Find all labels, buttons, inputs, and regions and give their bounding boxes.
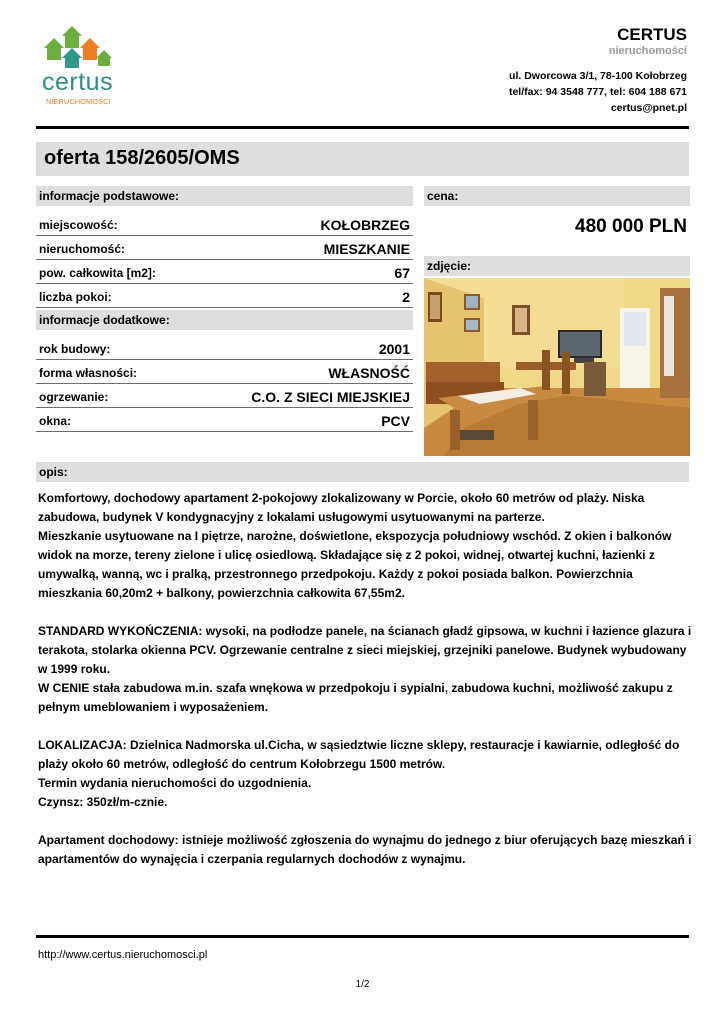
price-heading: cena: bbox=[427, 189, 459, 203]
phones: tel/fax: 94 3548 777, tel: 604 188 671 bbox=[508, 86, 687, 98]
row-label: pow. całkowita [m2]: bbox=[39, 266, 156, 280]
contact-block bbox=[509, 68, 687, 116]
row-value: WŁASNOŚĆ bbox=[328, 365, 410, 381]
row-label: okna: bbox=[39, 414, 72, 428]
offer-title-bar bbox=[36, 142, 689, 176]
row-value: MIESZKANIE bbox=[323, 241, 410, 257]
basic-info-heading-bar bbox=[36, 186, 413, 206]
row-label: forma własności: bbox=[39, 366, 138, 380]
row-value: KOŁOBRZEG bbox=[320, 217, 410, 233]
info-row bbox=[36, 383, 413, 408]
row-label: nieruchomość: bbox=[39, 242, 126, 256]
footer-divider bbox=[36, 935, 689, 938]
description-heading: opis: bbox=[39, 465, 68, 479]
info-row bbox=[36, 235, 413, 260]
description-paragraph: Komfortowy, dochodowy apartament 2-pokojowy zlokalizowany w Porcie, około 60 metrów od plaży. Niska zabudowa, budynek V kondygnacyjny z lokalami usługowymi usytuowanymi na parterze. Mieszkanie usytuowane na I piętrze, narożne, doświetlone, ekspozycja południowy wschód. Z okien i balkonów widok na morze, tereny zielone i ulicę osiedlową. Składające się z 2 pokoi, widnej, otwartej kuchni, łazienki z umywalką, wanną, wc i pralką, przestronnego przedpokoju. Każdy z pokoi posiada balkon. Powierzchnia mieszkania 60,20m2 + balkony, powierzchnia całkowita 67,55m2. bbox=[38, 491, 672, 600]
row-value: PCV bbox=[381, 413, 410, 429]
brand-subtitle: nieruchomości bbox=[608, 45, 687, 57]
price-value: 480 000 PLN bbox=[575, 216, 687, 237]
price-heading-bar bbox=[424, 186, 690, 206]
email[interactable]: certus@pnet.pl bbox=[610, 102, 687, 114]
description-paragraph: Apartament dochodowy: istnieje możliwość zgłoszenia do wynajmu do jednego z biur oferujących bazę mieszkań i apartamentów do wynajęcia i czerpania regularnych dochodów z wynajmu. bbox=[38, 833, 692, 866]
basic-info-heading: informacje podstawowe: bbox=[39, 189, 180, 203]
property-photo[interactable] bbox=[424, 278, 690, 456]
company-logo bbox=[38, 22, 128, 112]
offer-title: oferta 158/2605/OMS bbox=[44, 147, 240, 169]
extra-info-heading: informacje dodatkowe: bbox=[39, 313, 170, 327]
row-label: rok budowy: bbox=[39, 342, 111, 356]
info-row bbox=[36, 283, 413, 308]
info-row bbox=[36, 259, 413, 284]
brand-name: CERTUS bbox=[617, 25, 687, 44]
row-value: C.O. Z SIECI MIEJSKIEJ bbox=[251, 389, 410, 405]
extra-info-heading-bar bbox=[36, 310, 413, 330]
description-heading-bar bbox=[36, 462, 689, 482]
row-value: 2001 bbox=[378, 341, 410, 357]
photo-heading: zdjęcie: bbox=[427, 259, 472, 273]
footer-url-link[interactable]: http://www.certus.nieruchomosci.pl bbox=[38, 949, 208, 961]
logo-text: certus bbox=[42, 68, 114, 96]
header-divider bbox=[36, 126, 689, 129]
row-label: miejscowość: bbox=[39, 218, 118, 232]
row-label: ogrzewanie: bbox=[39, 390, 109, 404]
photo-heading-bar bbox=[424, 256, 690, 276]
description-text bbox=[38, 489, 693, 888]
info-row bbox=[36, 359, 413, 384]
row-value: 2 bbox=[402, 289, 410, 305]
row-label: liczba pokoi: bbox=[39, 290, 112, 304]
description-paragraph: LOKALIZACJA: Dzielnica Nadmorska ul.Cicha, w sąsiedztwie liczne sklepy, restauracje i kawiarnie, odległość do plaży około 60 metrów, odległość do centrum Kołobrzegu 1500 metrów. Termin wydania nieruchomości do uzgodnienia. Czynsz: 350zł/m-cznie. bbox=[38, 738, 680, 809]
logo-subtext: NIERUCHOMOŚCI bbox=[46, 97, 111, 106]
info-row bbox=[36, 407, 413, 432]
info-row bbox=[36, 211, 413, 236]
page-number: 1/2 bbox=[355, 979, 370, 990]
info-row bbox=[36, 335, 413, 360]
brand-block bbox=[609, 25, 687, 58]
row-value: 67 bbox=[394, 265, 410, 281]
address: ul. Dworcowa 3/1, 78-100 Kołobrzeg bbox=[509, 70, 687, 82]
description-paragraph: STANDARD WYKOŃCZENIA: wysoki, na podłodze panele, na ścianach gładź gipsowa, w kuchni i łazience glazura i terakota, stolarka okienna PCV. Ogrzewanie centralne z sieci miejskiej, grzejniki panelowe. Budynek wybudowany w 1999 roku. W CENIE stała zabudowa m.in. szafa wnękowa w przedpokoju i sypialni, zabudowa kuchni, możliwość zakupu z pełnym umeblowaniem i wyposażeniem. bbox=[38, 624, 692, 714]
